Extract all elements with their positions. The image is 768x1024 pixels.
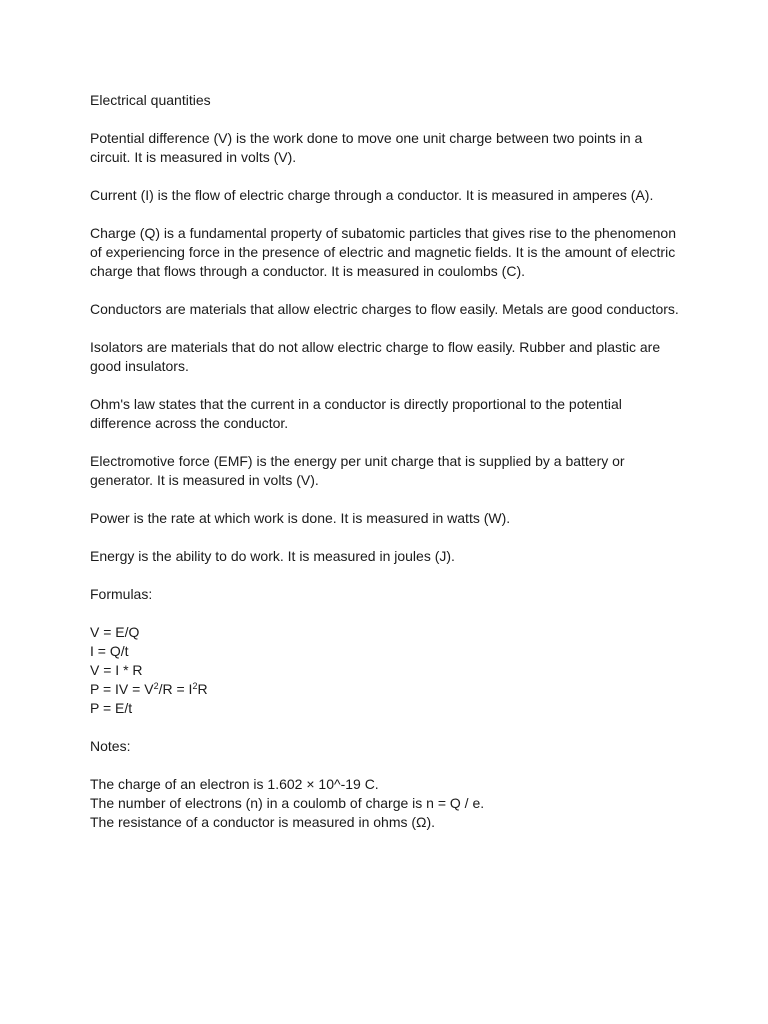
formula-power-energy: P = E/t (90, 700, 133, 716)
paragraph-ohms-law (90, 395, 690, 433)
spacer (90, 528, 690, 547)
note-item: The number of electrons (n) in a coulomb of charge is n = Q / e. (90, 795, 485, 811)
formula-power (90, 680, 690, 699)
spacer (90, 205, 690, 224)
spacer (90, 718, 690, 737)
paragraph-line: Power is the rate at which work is done. It is measured in watts (W). (90, 510, 511, 526)
formula-text: R (197, 681, 208, 697)
notes-heading: Notes: (90, 738, 131, 754)
paragraph-line: Energy is the ability to do work. It is measured in joules (J). (90, 548, 455, 564)
paragraph-line: Current (I) is the flow of electric charge through a conductor. It is measured in amperes (A). (90, 187, 654, 203)
paragraph-current (90, 186, 690, 205)
spacer (90, 566, 690, 585)
document-title: Electrical quantities (90, 92, 211, 108)
spacer (90, 490, 690, 509)
paragraph-line: Electromotive force (EMF) is the energy per unit charge that is supplied by a battery or (90, 453, 625, 469)
paragraph-potential-difference (90, 129, 690, 167)
formulas-heading: Formulas: (90, 586, 153, 602)
formula-voltage: V = E/Q (90, 624, 140, 640)
formula-superscript: 2 (192, 681, 198, 691)
spacer (90, 433, 690, 452)
document-page (90, 91, 690, 832)
paragraph-line: Potential difference (V) is the work done to move one unit charge between two points in a (90, 130, 643, 146)
note-item: The resistance of a conductor is measured in ohms (Ω). (90, 814, 436, 830)
formula-text: /R = I (158, 681, 193, 697)
paragraph-charge (90, 224, 690, 281)
paragraph-line: Ohm's law states that the current in a conductor is directly proportional to the potential (90, 396, 622, 412)
paragraph-line: generator. It is measured in volts (V). (90, 472, 319, 488)
paragraph-line: difference across the conductor. (90, 415, 289, 431)
spacer (90, 604, 690, 623)
notes-list (90, 775, 690, 832)
paragraph-line: circuit. It is measured in volts (V). (90, 149, 297, 165)
spacer (90, 376, 690, 395)
paragraph-isolators (90, 338, 690, 376)
spacer (90, 756, 690, 775)
formula-current: I = Q/t (90, 643, 129, 659)
paragraph-energy (90, 547, 690, 566)
formula-list (90, 623, 690, 718)
paragraph-emf (90, 452, 690, 490)
paragraph-line: of experiencing force in the presence of electric and magnetic fields. It is the amount of electric (90, 244, 676, 260)
spacer (90, 167, 690, 186)
paragraph-power (90, 509, 690, 528)
formula-text: P = IV = V (90, 681, 154, 697)
spacer (90, 319, 690, 338)
paragraph-line: good insulators. (90, 358, 189, 374)
spacer (90, 110, 690, 129)
paragraph-line: Isolators are materials that do not allow electric charge to flow easily. Rubber and plastic are (90, 339, 661, 355)
paragraph-line: Conductors are materials that allow electric charges to flow easily. Metals are good conductors. (90, 301, 679, 317)
paragraph-conductors (90, 300, 690, 319)
formula-superscript: 2 (153, 681, 159, 691)
paragraph-line: charge that flows through a conductor. It is measured in coulombs (C). (90, 263, 525, 279)
paragraph-line: Charge (Q) is a fundamental property of subatomic particles that gives rise to the phenomenon (90, 225, 676, 241)
spacer (90, 281, 690, 300)
formula-ohms-law: V = I * R (90, 662, 143, 678)
note-item: The charge of an electron is 1.602 × 10^-19 C. (90, 776, 379, 792)
